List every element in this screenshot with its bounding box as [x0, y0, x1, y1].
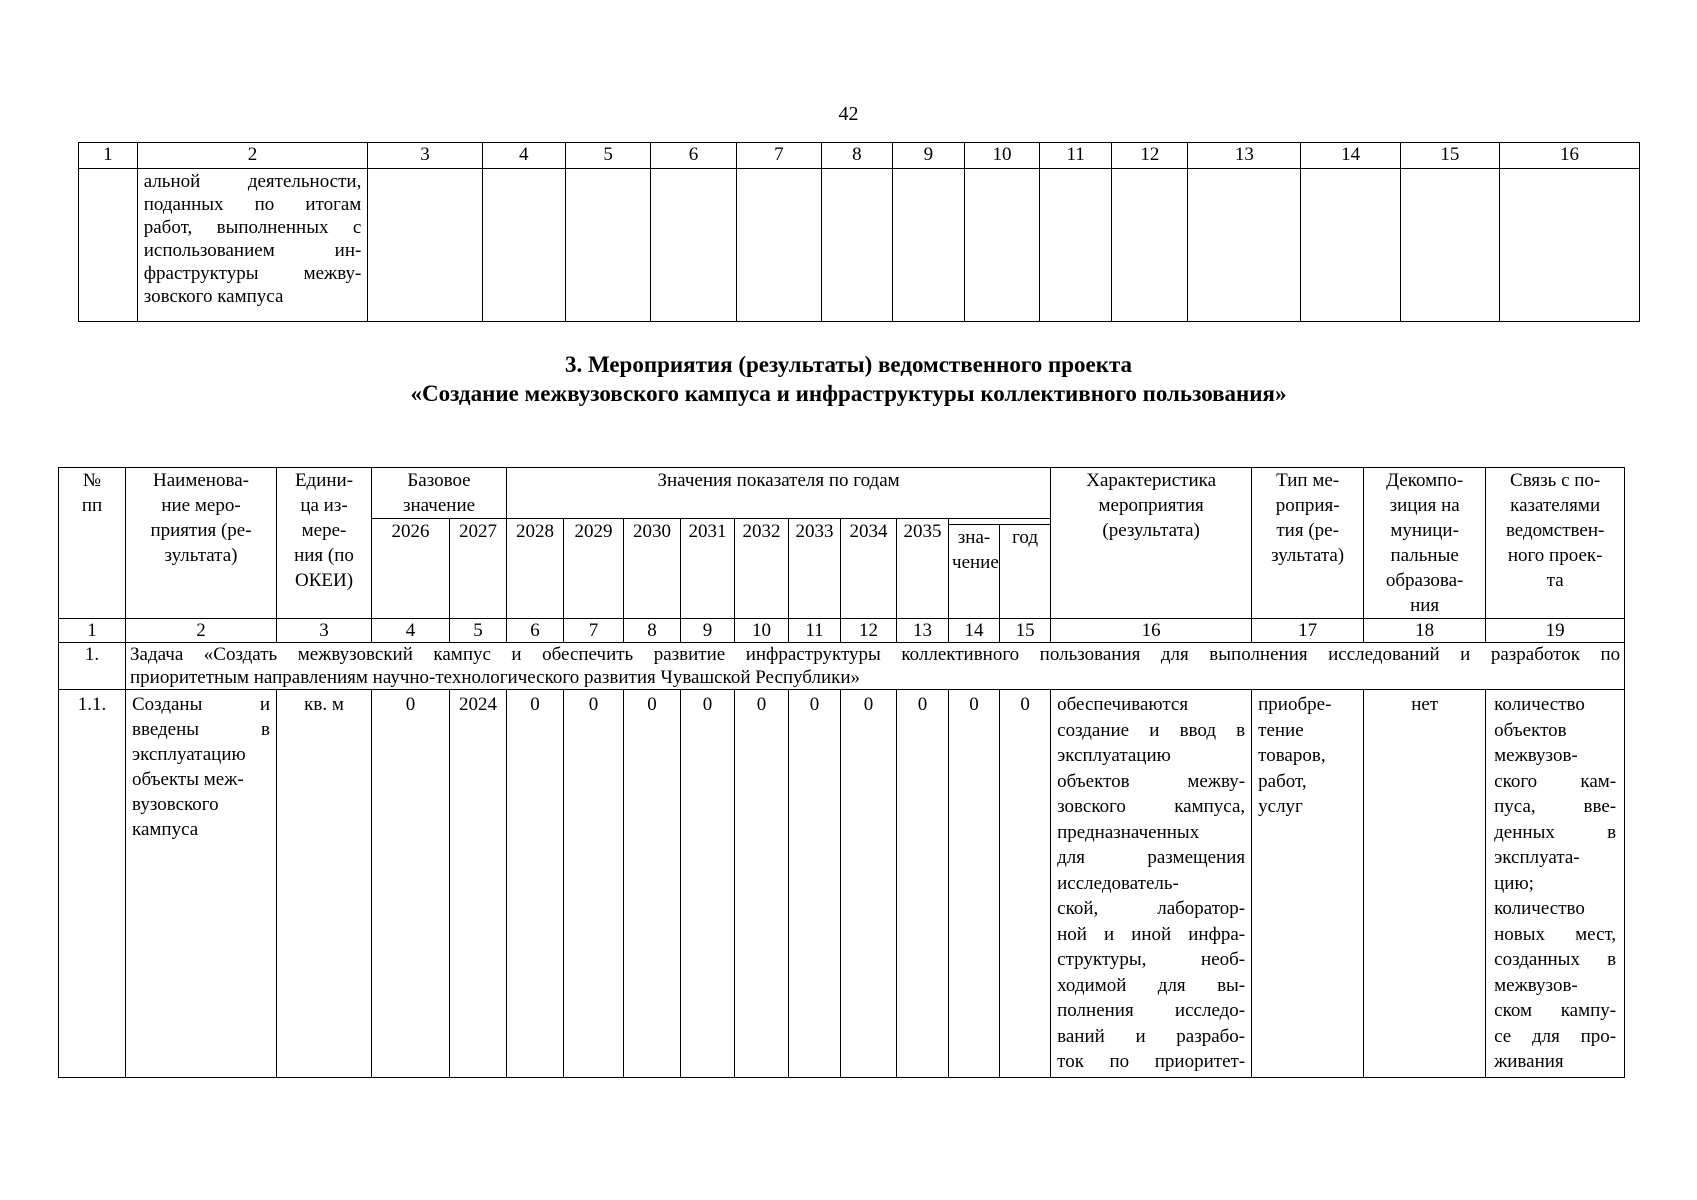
page-number: 42	[838, 103, 859, 125]
column-number: 5	[450, 619, 507, 643]
activity-number: 1.1.	[59, 690, 126, 1078]
header-year: 2035	[897, 519, 949, 619]
column-number: 3	[277, 619, 372, 643]
activity-row	[59, 690, 1625, 1078]
column-number: 18	[1364, 619, 1486, 643]
year-value: 0	[841, 690, 897, 1078]
activity-decomposition: нет	[1364, 690, 1486, 1078]
column-number: 15	[1000, 619, 1051, 643]
column-number-row	[59, 619, 1625, 643]
column-number: 11	[789, 619, 841, 643]
year-value: 0	[681, 690, 735, 1078]
header-year: 2031	[681, 519, 735, 619]
empty-cell	[892, 169, 965, 322]
column-number: 2	[126, 619, 277, 643]
header-number: № пп	[59, 468, 126, 619]
column-number: 16	[1500, 143, 1640, 169]
activity-name: Созданы и введены в эксплуатацию объекты меж- вузовского кампуса	[126, 690, 277, 1078]
column-number: 15	[1400, 143, 1499, 169]
column-number: 7	[564, 619, 624, 643]
column-number: 5	[565, 143, 650, 169]
task-number: 1.	[59, 643, 126, 690]
header-base-value-year: год	[1000, 525, 1051, 619]
empty-cell	[1039, 169, 1112, 322]
empty-cell	[1188, 169, 1301, 322]
header-year: 2034	[841, 519, 897, 619]
column-number: 10	[965, 143, 1040, 169]
base-value: 0	[372, 690, 450, 1078]
header-base-value: Базовое значение	[372, 468, 507, 519]
year-value: 0	[949, 690, 1000, 1078]
header-values-by-year: Значения показателя по годам	[507, 468, 1051, 519]
activity-unit: кв. м	[277, 690, 372, 1078]
column-number: 19	[1486, 619, 1625, 643]
header-year: 2028	[507, 519, 564, 619]
year-value: 0	[1000, 690, 1051, 1078]
header-link: Связь с по- казателями ведомствен- ного проек- та	[1486, 468, 1625, 619]
year-value: 0	[624, 690, 681, 1078]
header-unit: Едини- ца из- мере- ния (по ОКЕИ)	[277, 468, 372, 619]
column-number: 16	[1051, 619, 1252, 643]
task-row	[59, 643, 1625, 690]
year-value: 0	[507, 690, 564, 1078]
empty-cell	[368, 169, 482, 322]
empty-cell	[565, 169, 650, 322]
column-number: 6	[651, 143, 736, 169]
empty-cell	[822, 169, 892, 322]
column-number: 1	[59, 619, 126, 643]
activity-link: количество объектов межвузов- ского кам- пуса, вве- денных в эксплуата- цию; количество новых мест, созданных в межвузов- ском кампу- се для про- живания	[1486, 690, 1625, 1078]
year-value: 0	[897, 690, 949, 1078]
continuation-table	[78, 142, 1640, 322]
column-number: 14	[949, 619, 1000, 643]
empty-cell	[1301, 169, 1400, 322]
column-number: 12	[1112, 143, 1188, 169]
header-decomposition: Декомпо- зиция на муници- пальные образова- ния	[1364, 468, 1486, 619]
continuation-row	[79, 169, 1640, 322]
header-row-1	[59, 468, 1625, 519]
header-year: 2033	[789, 519, 841, 619]
activity-characteristic: обеспечиваются создание и ввод в эксплуатацию объектов межву- зовского кампуса, предназначенных для размещения исследователь- ской, лаборатор- ной и иной инфра- структуры, необ- ходимой для вы- полнения исследо- ваний и разрабо- ток по приоритет-	[1051, 690, 1252, 1078]
column-number: 4	[482, 143, 565, 169]
section-title-line-2: «Создание межвузовского кампуса и инфраструктуры коллективного пользования»	[410, 381, 1287, 406]
empty-cell	[1500, 169, 1640, 322]
header-year: 2027	[450, 519, 507, 619]
year-value: 0	[564, 690, 624, 1078]
column-number: 14	[1301, 143, 1400, 169]
column-number: 8	[822, 143, 892, 169]
section-title-line-1: 3. Мероприятия (результаты) ведомственного проекта	[564, 352, 1133, 377]
column-number: 8	[624, 619, 681, 643]
column-number: 6	[507, 619, 564, 643]
empty-cell	[482, 169, 565, 322]
column-number: 9	[892, 143, 965, 169]
header-characteristic: Характеристика мероприятия (результата)	[1051, 468, 1252, 619]
column-number: 12	[841, 619, 897, 643]
year-value: 0	[789, 690, 841, 1078]
header-year: 2030	[624, 519, 681, 619]
empty-cell	[651, 169, 736, 322]
column-number: 13	[1188, 143, 1301, 169]
year-value: 0	[735, 690, 789, 1078]
column-number: 13	[897, 619, 949, 643]
base-year: 2024	[450, 690, 507, 1078]
header-type: Тип ме- роприя- тия (ре- зультата)	[1252, 468, 1364, 619]
empty-cell	[1400, 169, 1499, 322]
header-year: 2032	[735, 519, 789, 619]
column-number: 9	[681, 619, 735, 643]
empty-cell	[79, 169, 138, 322]
activity-type: приобре- тение товаров, работ, услуг	[1252, 690, 1364, 1078]
column-number: 2	[137, 143, 368, 169]
column-number: 3	[368, 143, 482, 169]
column-number-row	[79, 143, 1640, 169]
column-number: 4	[372, 619, 450, 643]
header-year: 2029	[564, 519, 624, 619]
column-number: 11	[1039, 143, 1112, 169]
empty-cell	[736, 169, 821, 322]
column-number: 10	[735, 619, 789, 643]
activities-table	[58, 467, 1625, 1078]
empty-cell	[965, 169, 1040, 322]
header-activity-name: Наименова- ние меро- приятия (ре- зультата)	[126, 468, 277, 619]
header-base-value-value: зна- чение	[949, 525, 1000, 619]
column-number: 7	[736, 143, 821, 169]
column-number: 1	[79, 143, 138, 169]
column-number: 17	[1252, 619, 1364, 643]
header-year: 2026	[372, 519, 450, 619]
task-text: Задача «Создать межвузовский кампус и обеспечить развитие инфраструктуры коллективного пользования для выполнения исследований и разработок по приоритетным направлениям научно-технологического развития Чувашской Республики»	[126, 643, 1625, 690]
indicator-name-continuation: альной деятельности, поданных по итогам работ, выполненных с использованием ин- фраструктуры межву- зовского кампуса	[137, 169, 368, 322]
empty-cell	[1112, 169, 1188, 322]
